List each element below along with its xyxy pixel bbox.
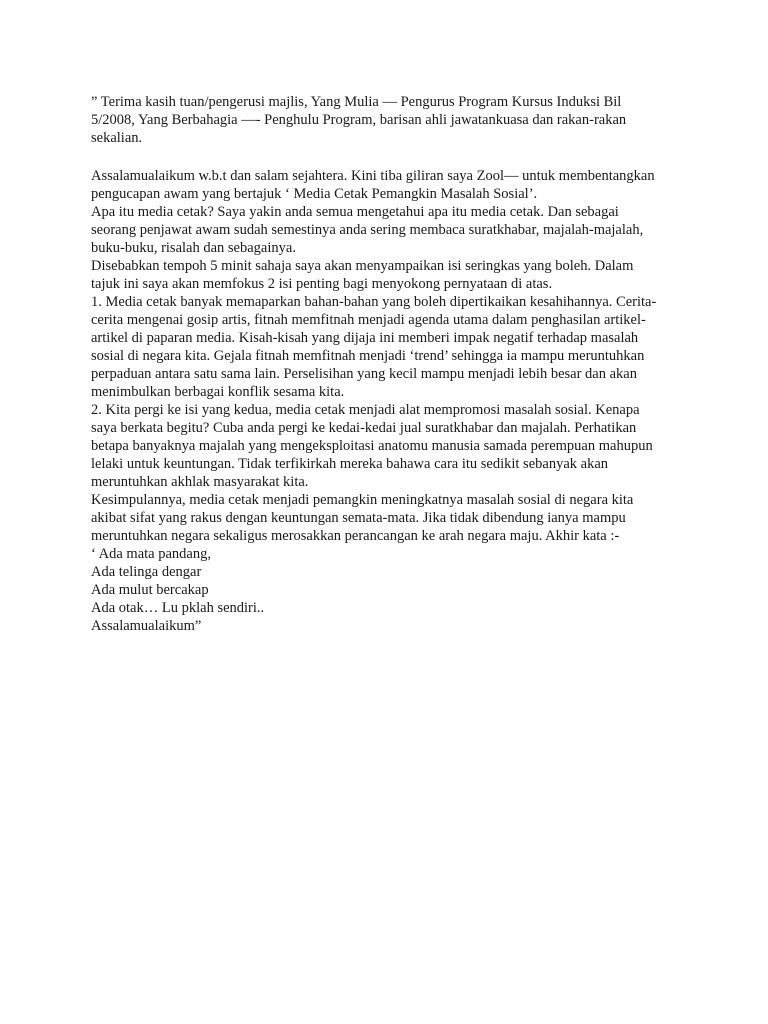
text-line: pengucapan awam yang bertajuk ‘ Media Cetak Pemangkin Masalah Sosial’. — [91, 186, 538, 202]
text-line: betapa banyaknya majalah yang mengeksploitasi anatomu manusia samada perempuan mahupun — [91, 438, 653, 454]
speech-text — [91, 93, 691, 635]
text-line: buku-buku, risalah dan sebagainya. — [91, 240, 296, 256]
text-line: 5/2008, Yang Berbahagia —- Penghulu Program, barisan ahli jawatankuasa dan rakan-rakan — [91, 112, 627, 128]
paragraph-gap — [91, 147, 691, 167]
text-line: menimbulkan berbagai konflik sesama kita. — [91, 384, 345, 400]
text-line: Apa itu media cetak? Saya yakin anda semua mengetahui apa itu media cetak. Dan sebagai — [91, 204, 619, 220]
text-line: seorang penjawat awam sudah semestinya anda sering membaca suratkhabar, majalah-majalah, — [91, 222, 644, 238]
text-line: 1. Media cetak banyak memaparkan bahan-bahan yang boleh dipertikaikan kesahihannya. Cerita- — [91, 294, 657, 310]
text-line: sekalian. — [91, 130, 143, 146]
text-line: ” Terima kasih tuan/pengerusi majlis, Yang Mulia — Pengurus Program Kursus Induksi Bil — [91, 94, 622, 110]
text-line: 2. Kita pergi ke isi yang kedua, media cetak menjadi alat mempromosi masalah sosial. Kenapa — [91, 402, 640, 418]
text-line: Assalamualaikum w.b.t dan salam sejahtera. Kini tiba giliran saya Zool— untuk membentangkan — [91, 168, 655, 184]
text-line: akibat sifat yang rakus dengan keuntungan semata-mata. Jika tidak dibendung ianya mampu — [91, 510, 626, 526]
text-line: meruntuhkan akhlak masyarakat kita. — [91, 474, 309, 490]
opening-paragraph — [91, 93, 691, 147]
text-line: saya berkata begitu? Cuba anda pergi ke kedai-kedai jual suratkhabar dan majalah. Perhatikan — [91, 420, 637, 436]
text-line: ‘ Ada mata pandang, — [91, 546, 211, 562]
text-line: meruntuhkan negara sekaligus merosakkan perancangan ke arah negara maju. Akhir kata :- — [91, 528, 620, 544]
text-line: perpaduan antara satu sama lain. Perselisihan yang kecil mampu menjadi lebih besar dan akan — [91, 366, 637, 382]
text-line: Ada otak… Lu pklah sendiri.. — [91, 600, 265, 616]
text-line: Ada telinga dengar — [91, 564, 202, 580]
text-line: sosial di negara kita. Gejala fitnah memfitnah menjadi ‘trend’ sehingga ia mampu meruntuhkan — [91, 348, 645, 364]
text-line: tajuk ini saya akan memfokus 2 isi penting bagi menyokong pernyataan di atas. — [91, 276, 553, 292]
text-line: Assalamualaikum” — [91, 618, 202, 634]
text-line: cerita mengenai gosip artis, fitnah memfitnah menjadi agenda utama dalam penghasilan artikel- — [91, 312, 646, 328]
text-line: artikel di paparan media. Kisah-kisah yang dijaja ini memberi impak negatif terhadap masalah — [91, 330, 639, 346]
body-paragraphs — [91, 167, 691, 635]
text-line: Ada mulut bercakap — [91, 582, 209, 598]
text-line: lelaki untuk keuntungan. Tidak terfikirkah mereka bahawa cara itu sedikit sebanyak akan — [91, 456, 609, 472]
text-line: Kesimpulannya, media cetak menjadi pemangkin meningkatnya masalah sosial di negara kita — [91, 492, 634, 508]
text-line: Disebabkan tempoh 5 minit sahaja saya akan menyampaikan isi seringkas yang boleh. Dalam — [91, 258, 634, 274]
